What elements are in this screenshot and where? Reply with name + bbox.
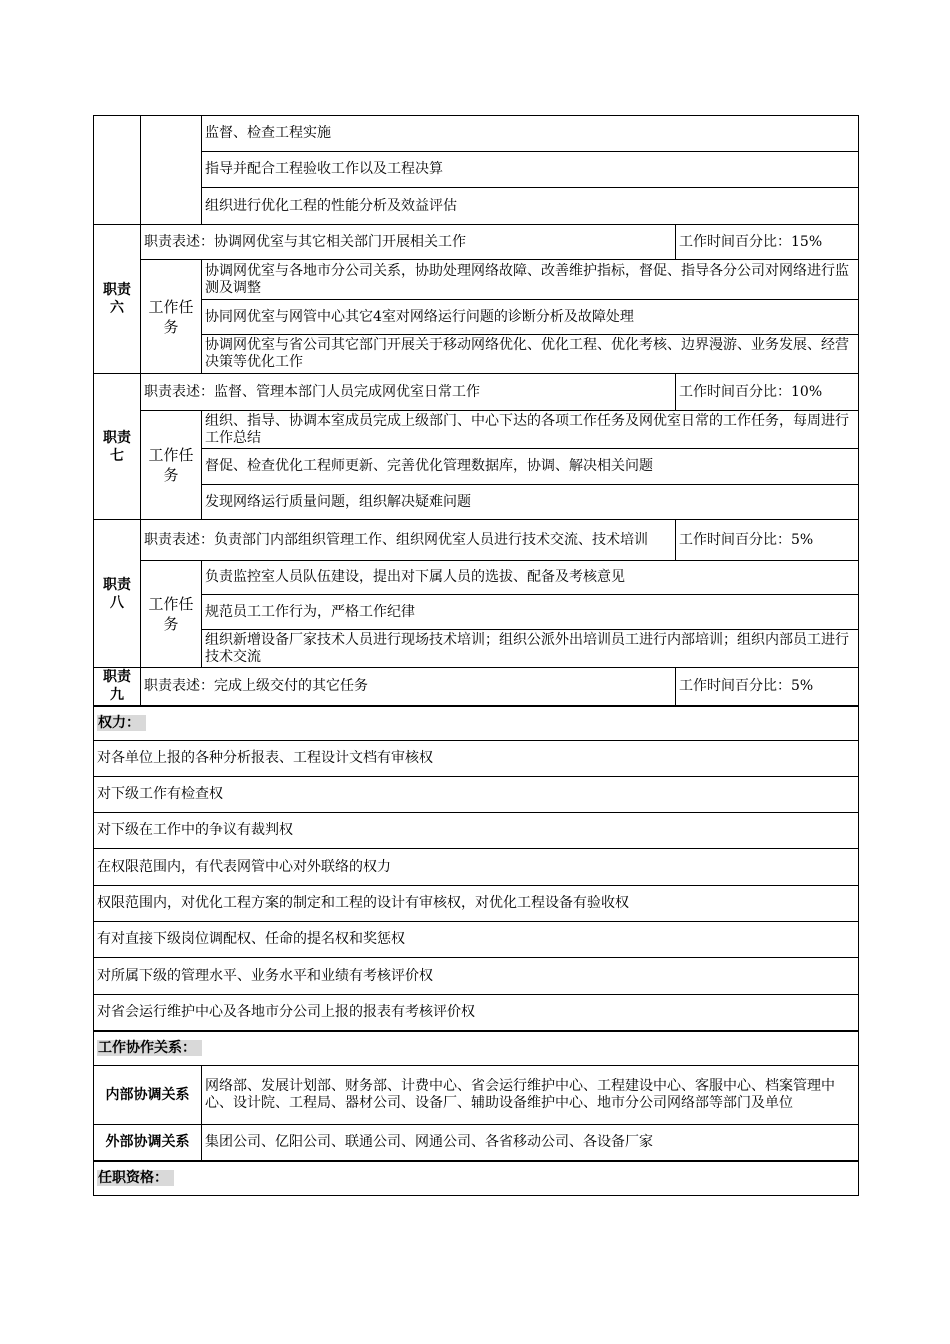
task-label: 工作任务 bbox=[141, 561, 202, 668]
duty-description: 职责表述：监督、管理本部门人员完成网优室日常工作 bbox=[141, 374, 676, 411]
job-description-sheet bbox=[93, 115, 858, 1196]
continued-duty-label-cell bbox=[94, 116, 141, 225]
time-percentage: 工作时间百分比：5% bbox=[676, 520, 859, 561]
time-percentage: 工作时间百分比：15% bbox=[676, 225, 859, 260]
duty-label: 职责七 bbox=[94, 374, 141, 520]
duty-description: 职责表述：完成上级交付的其它任务 bbox=[141, 668, 676, 706]
qualifications-heading: 任职资格： bbox=[94, 1161, 859, 1196]
task-item: 协同网优室与网管中心其它4室对网络运行问题的诊断分析及故障处理 bbox=[202, 300, 859, 335]
authority-item: 权限范围内，对优化工程方案的制定和工程的设计有审核权，对优化工程设备有验收权 bbox=[94, 886, 859, 922]
task-item: 组织新增设备厂家技术人员进行现场技术培训；组织公派外出培训员工进行内部培训；组织内部员工进行技术交流 bbox=[202, 630, 859, 668]
task-label: 工作任务 bbox=[141, 411, 202, 520]
authority-item: 对各单位上报的各种分析报表、工程设计文档有审核权 bbox=[94, 741, 859, 777]
authority-item: 对下级在工作中的争议有裁判权 bbox=[94, 813, 859, 849]
external-relations-label: 外部协调关系 bbox=[94, 1125, 202, 1161]
continued-task-label-cell bbox=[141, 116, 202, 225]
task-item: 监督、检查工程实施 bbox=[202, 116, 859, 152]
authority-item: 有对直接下级岗位调配权、任命的提名权和奖惩权 bbox=[94, 922, 859, 958]
internal-relations-label: 内部协调关系 bbox=[94, 1066, 202, 1125]
task-item: 协调网优室与省公司其它部门开展关于移动网络优化、优化工程、优化考核、边界漫游、业务发展、经营决策等优化工作 bbox=[202, 335, 859, 374]
duty-label: 职责六 bbox=[94, 225, 141, 374]
task-item: 协调网优室与各地市分公司关系，协助处理网络故障、改善维护指标，督促、指导各分公司对网络进行监测及调整 bbox=[202, 260, 859, 300]
authority-heading: 权力： bbox=[94, 706, 859, 741]
authority-item: 对所属下级的管理水平、业务水平和业绩有考核评价权 bbox=[94, 958, 859, 995]
task-item: 指导并配合工程验收工作以及工程决算 bbox=[202, 152, 859, 188]
task-item: 组织进行优化工程的性能分析及效益评估 bbox=[202, 188, 859, 225]
relations-heading: 工作协作关系： bbox=[94, 1031, 859, 1066]
task-item: 发现网络运行质量问题，组织解决疑难问题 bbox=[202, 485, 859, 520]
authority-item: 对省会运行维护中心及各地市分公司上报的报表有考核评价权 bbox=[94, 995, 859, 1031]
time-percentage: 工作时间百分比：10% bbox=[676, 374, 859, 411]
external-relations-value: 集团公司、亿阳公司、联通公司、网通公司、各省移动公司、各设备厂家 bbox=[202, 1125, 859, 1161]
internal-relations-value: 网络部、发展计划部、财务部、计费中心、省会运行维护中心、工程建设中心、客服中心、档案管理中心、设计院、工程局、器材公司、设备厂、辅助设备维护中心、地市分公司网络部等部门及单位 bbox=[202, 1066, 859, 1125]
authority-item: 对下级工作有检查权 bbox=[94, 777, 859, 813]
task-label: 工作任务 bbox=[141, 260, 202, 374]
task-item: 规范员工工作行为，严格工作纪律 bbox=[202, 595, 859, 630]
time-percentage: 工作时间百分比：5% bbox=[676, 668, 859, 706]
duty-description: 职责表述：负责部门内部组织管理工作、组织网优室人员进行技术交流、技术培训 bbox=[141, 520, 676, 561]
job-description-table bbox=[93, 115, 859, 1196]
task-item: 负责监控室人员队伍建设，提出对下属人员的选拔、配备及考核意见 bbox=[202, 561, 859, 595]
duty-label: 职责九 bbox=[94, 668, 141, 706]
task-item: 组织、指导、协调本室成员完成上级部门、中心下达的各项工作任务及网优室日常的工作任务，每周进行工作总结 bbox=[202, 411, 859, 449]
duty-label: 职责八 bbox=[94, 520, 141, 668]
authority-item: 在权限范围内，有代表网管中心对外联络的权力 bbox=[94, 849, 859, 886]
duty-description: 职责表述：协调网优室与其它相关部门开展相关工作 bbox=[141, 225, 676, 260]
task-item: 督促、检查优化工程师更新、完善优化管理数据库，协调、解决相关问题 bbox=[202, 449, 859, 485]
